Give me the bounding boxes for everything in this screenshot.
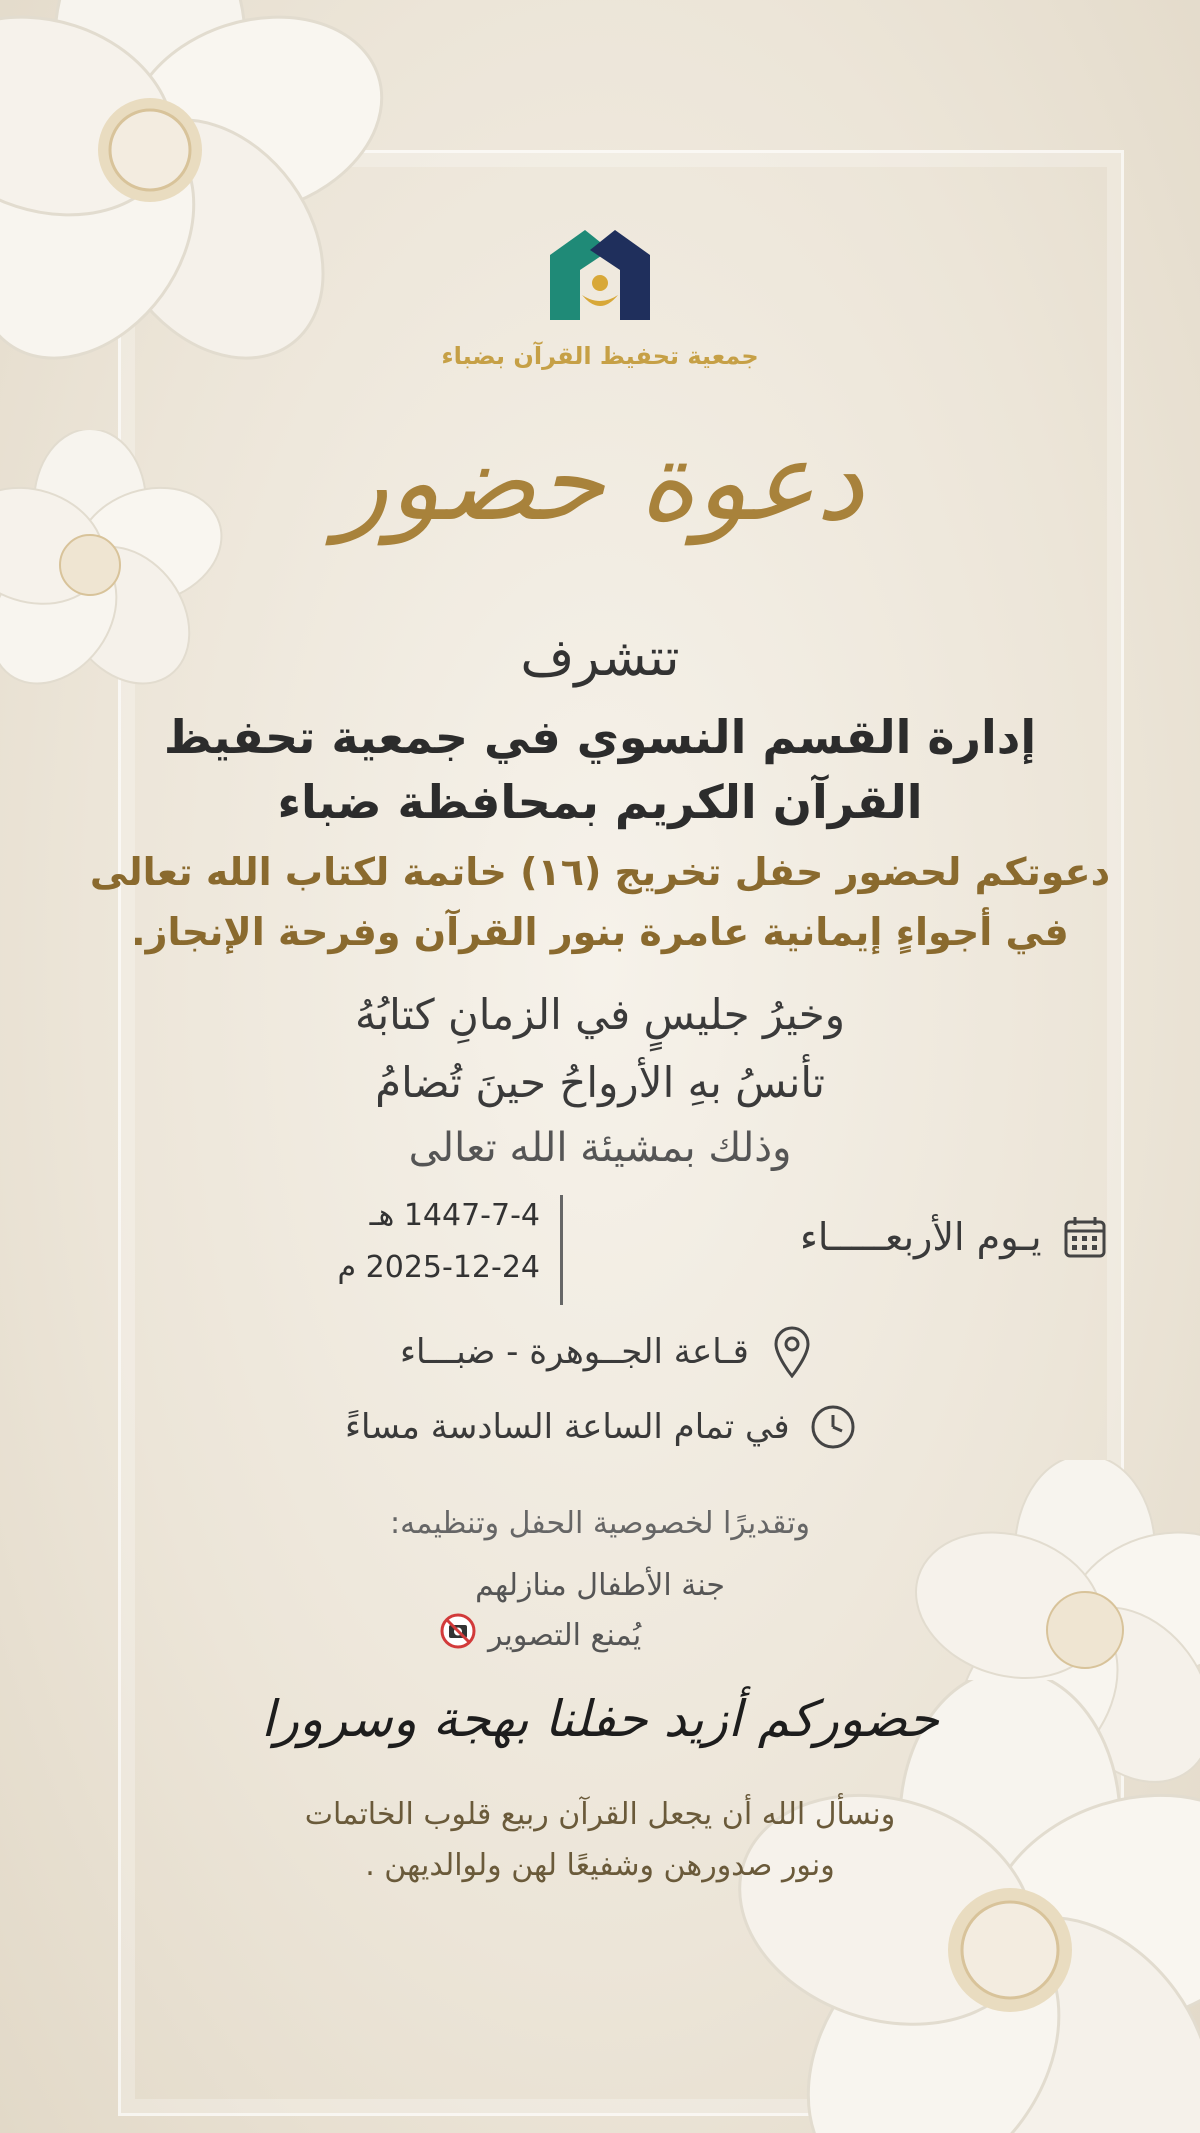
prayer-line-2: ونور صدورهن وشفيعًا لهن ولوالديهن .	[365, 1848, 835, 1883]
poem-line-2: تأنسُ بهِ الأرواحُ حينَ تُضامُ	[375, 1058, 825, 1107]
poem-line-1: وخيرُ جليسٍ في الزمانِ كتابُهُ	[354, 990, 846, 1039]
day-row	[800, 1210, 1112, 1264]
flower-top-left-decoration	[0, 0, 460, 440]
calendar-icon	[1058, 1210, 1112, 1264]
no-photography-label: يُمنع التصوير	[488, 1617, 642, 1653]
prayer-line-1: ونسأل الله أن يجعل القرآن ربيع قلوب الخاتمات	[304, 1797, 896, 1832]
children-note: جنة الأطفال منازلهم	[475, 1568, 725, 1603]
invitation-title: دعوة حضور	[336, 420, 864, 545]
location-row	[400, 1325, 819, 1379]
honors-text: تتشرف	[520, 628, 680, 688]
location-pin-icon	[765, 1325, 819, 1379]
location-label: قـاعة الجــوهرة - ضبـــاء	[400, 1332, 749, 1372]
time-row	[345, 1400, 860, 1454]
gods-will-line: وذلك بمشيئة الله تعالى	[408, 1125, 792, 1171]
time-label: في تمام الساعة السادسة مساءً	[345, 1407, 790, 1447]
organizer-line-1: إدارة القسم النسوي في جمعية تحفيظ	[163, 710, 1037, 764]
no-camera-icon	[440, 1613, 476, 1657]
logo-caption: جمعية تحفيظ القرآن بضباء	[441, 342, 759, 370]
clock-icon	[806, 1400, 860, 1454]
date-divider	[560, 1195, 563, 1305]
invitation-line-1: دعوتكم لحضور حفل تخريج (١٦) خاتمة لكتاب الله تعالى	[89, 850, 1111, 894]
association-logo	[540, 225, 660, 330]
calligraphy-signature: حضوركم أزيد حفلنا بهجة وسرورا	[260, 1690, 940, 1748]
invitation-line-2: في أجواءٍ إيمانية عامرة بنور القرآن وفرحة الإنجاز.	[131, 910, 1069, 954]
no-photography-row	[440, 1613, 641, 1657]
day-label: يـوم الأربعـــــاء	[800, 1215, 1042, 1259]
privacy-note-heading: وتقديرًا لخصوصية الحفل وتنظيمه:	[389, 1506, 811, 1541]
organizer-line-2: القرآن الكريم بمحافظة ضباء	[277, 775, 923, 829]
hijri-date: 1447-7-4 هـ	[369, 1198, 540, 1233]
gregorian-date: 2025-12-24 م	[337, 1250, 540, 1285]
